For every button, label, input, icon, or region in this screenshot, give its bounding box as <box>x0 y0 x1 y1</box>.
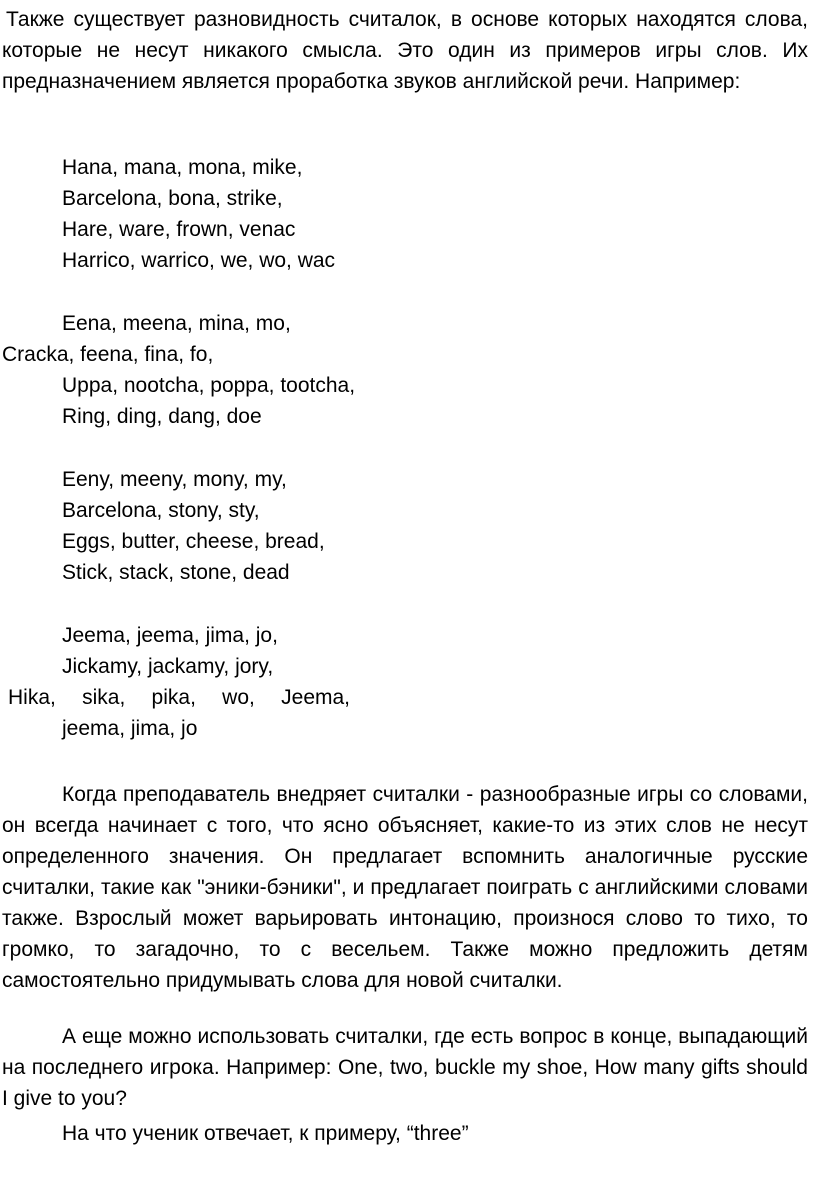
rhyme3-line2: Barcelona, stony, sty, <box>62 499 260 522</box>
body-paragraph-2: А еще можно использовать считалки, где есть вопрос в конце, выпадающий на последнего игрока. Например: One, two, buckle my shoe, How many gifts should I give to you? <box>2 1025 808 1110</box>
rhyme4-line4: jeema, jima, jo <box>62 717 198 740</box>
rhyme4-line2: Jickamy, jackamy, jory, <box>62 655 274 678</box>
rhyme3-line3: Eggs, butter, cheese, bread, <box>62 530 325 553</box>
rhyme2-line3: Uppa, nootcha, poppa, tootcha, <box>62 374 356 397</box>
rhyme1-line1: Hana, mana, mona, mike, <box>62 156 303 179</box>
rhyme2-line4: Ring, ding, dang, doe <box>62 405 262 428</box>
body-paragraph-1: Когда преподаватель внедряет считалки - разнообразные игры со словами, он всегда начинает с того, что ясно объясняет, какие-то из этих слов не несут определенного значения. Он предлагает вспомнить аналогичные русские считалки, такие как "эники-бэники", и предлагает поиграть с английскими словами также. Взрослый может варьировать интонацию, произнося слово то тихо, то громко, то загадочно, то с весельем. Также можно предложить детям самостоятельно придумывать слова для новой считалки. <box>2 783 808 992</box>
body-paragraph-3: На что ученик отвечает, к примеру, “three” <box>62 1122 469 1145</box>
rhyme3-line1: Eeny, meeny, mony, my, <box>62 468 287 491</box>
rhyme4-line1: Jeema, jeema, jima, jo, <box>62 624 278 647</box>
rhyme1-line4: Harrico, warrico, we, wo, wac <box>62 249 336 272</box>
rhyme1-line2: Barcelona, bona, strike, <box>62 187 283 210</box>
rhyme1-line3: Hare, ware, frown, venac <box>62 218 296 241</box>
rhyme2-line2: Cracka, feena, fina, fo, <box>2 343 214 366</box>
rhyme4-line3: Hika, sika, pika, wo, Jeema, <box>8 686 350 709</box>
rhyme3-line4: Stick, stack, stone, dead <box>62 561 290 584</box>
rhyme2-line1: Eena, meena, mina, mo, <box>62 312 291 335</box>
intro-paragraph: Также существует разновидность считалок, в основе которых находятся слова, которые не несут никакого смысла. Это один из примеров игры слов. Их предназначением является проработка звуков английской речи. Например: <box>2 8 808 93</box>
